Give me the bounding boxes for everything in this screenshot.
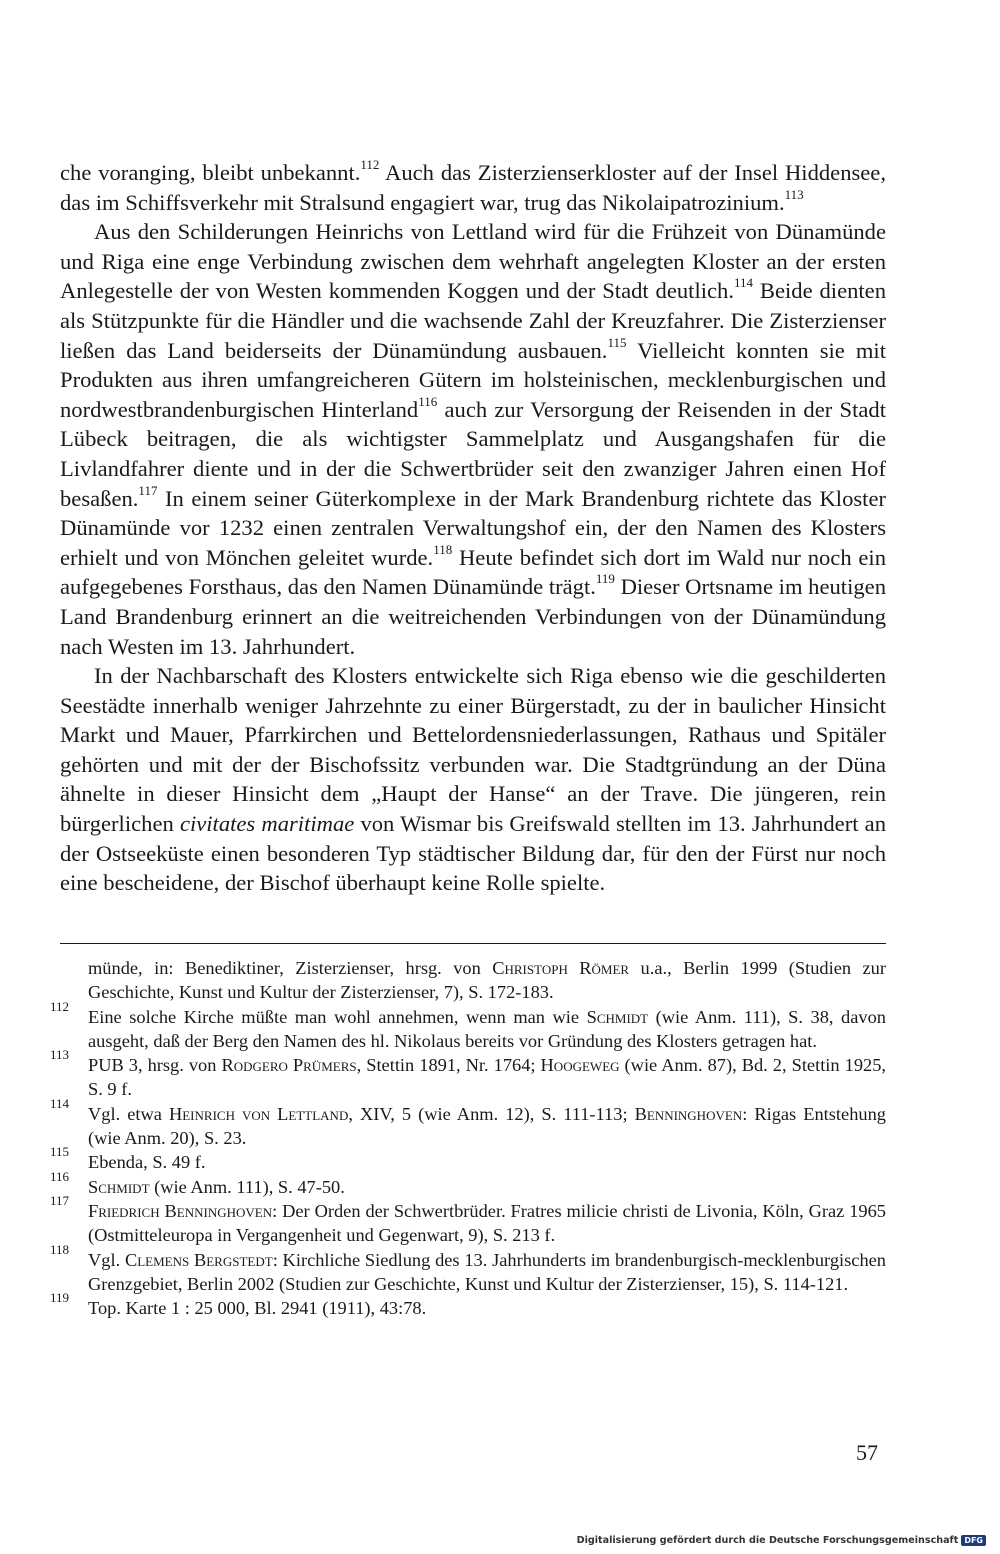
text-run: : Rigas Entstehung (wie Anm. 20), S. 23. xyxy=(88,1103,886,1149)
text-run: Eine solche Kirche müßte man wohl annehmen, wenn man wie xyxy=(88,1006,587,1027)
footnote-number: 117 xyxy=(50,1192,70,1208)
footnote-reference: 113 xyxy=(784,186,804,202)
dfg-logo-icon: DFG xyxy=(961,1535,986,1546)
author-name: Hoogeweg xyxy=(540,1055,620,1076)
footnote-number: 115 xyxy=(50,1144,70,1160)
digitization-notice: Digitalisierung gefördert durch die Deutsche Forschungsgemeinschaft xyxy=(576,1535,959,1546)
author-name: Rodgero Prümers xyxy=(221,1055,357,1076)
text-run: : Der Orden der Schwertbrüder. Fratres milicie christi de Livonia, Köln, Graz 1965 (Ostmitteleuropa in Vergangenheit und Gegenwart, 9), S. 213 f. xyxy=(88,1200,886,1246)
text-run: münde, in: Benediktiner, Zisterzienser, hrsg. von xyxy=(88,958,493,978)
footnote-reference: 118 xyxy=(433,541,453,557)
text-run: Dieser Ortsname im heutigen Land Brandenburg erinnert an die weitreichenden Verbindungen von der Dünamündung nach Westen im 13. Jahrhundert. xyxy=(60,574,886,659)
footnote-reference: 116 xyxy=(418,393,438,409)
text-run: von Wismar bis Greifswald stellten im 13. Jahrhundert an der Ostseeküste einen besonderen Typ städtischer Bildung dar, für den der Fürst nur noch eine bescheidene, der Bischof überhaupt keine Rolle spielte. xyxy=(60,811,887,896)
text-run: : Kirchliche Siedlung des 13. Jahrhunderts im brandenburgisch-mecklenburgischen Grenzgebiet, Berlin 2002 (Studien zur Geschichte, Kunst und Kultur der Zisterzienser, 15), S. 114-121. xyxy=(88,1249,886,1294)
text-run: In einem seiner Güterkomplexe in der Mark Brandenburg richtete das Kloster Dünamünde vor 1232 einen zentralen Verwaltungshof ein, der den Namen des Klosters erhielt und von Mönchen geleitet wurde. xyxy=(60,485,886,570)
text-run: Heute befindet sich dort im Wald nur noch ein aufgegebenes Forsthaus, das den Namen Dünamünde trägt. xyxy=(60,544,886,600)
body-paragraph xyxy=(60,661,886,898)
footnote xyxy=(50,1047,886,1102)
footnote-number: 119 xyxy=(50,1290,70,1306)
text-run: che voranging, bleibt unbekannt. xyxy=(60,160,361,185)
footnote xyxy=(50,998,886,1054)
page-number: 57 xyxy=(856,1440,878,1465)
footnote xyxy=(50,1241,886,1297)
text-run: (wie Anm. 111), S. 38, davon ausgeht, daß der Berg den Namen des hl. Nikolaus bereits vor Gründung des Klosters getragen hat. xyxy=(88,1006,886,1051)
author-name: Friedrich Benninghoven xyxy=(88,1200,273,1221)
footnote xyxy=(50,1168,886,1199)
author-name: Benninghoven xyxy=(634,1103,743,1124)
text-run: , Stettin 1891, Nr. 1764; xyxy=(356,1055,541,1076)
text-run: In der Nachbarschaft des Klosters entwickelte sich Riga ebenso wie die geschilderten Seestädte innerhalb weniger Jahrzehnte zu einer Bürgerstadt, zu der in baulicher Hinsicht Markt und Mauer, Pfarrkirchen und Bettelordensniederlassungen, Rathaus und Spitäler gehörten und mit der der Bischofssitz verbunden war. Die Stadtgründung an der Düna ähnelte in dieser Hinsicht dem „Haupt der Hanse“ an der Trave. Die jüngeren, rein bürgerlichen xyxy=(60,663,886,837)
footnote xyxy=(50,1144,886,1174)
author-name: Schmidt xyxy=(586,1006,649,1027)
footnote-reference: 119 xyxy=(595,571,615,587)
footnotes xyxy=(50,956,886,1320)
footnote xyxy=(60,956,886,1005)
italic-text: civitates maritimae xyxy=(179,811,355,837)
footnote-reference: 112 xyxy=(360,157,380,172)
text-run: Vielleicht konnten sie mit Produkten aus ihren umfangreicheren Gütern im holsteinischen, mecklenburgischen und nordwestbrandenburgischen Hinterland xyxy=(60,337,886,422)
text-run: Auch das Zisterzienserkloster auf der Insel Hiddensee, das im Schiffsverkehr mit Stralsund engagiert war, trug das Nikolaipatrozinium. xyxy=(60,160,886,215)
body-paragraph xyxy=(60,217,886,661)
digitization-footer xyxy=(577,1535,986,1546)
footnote-number: 114 xyxy=(50,1095,70,1111)
text-run: (wie Anm. 87), Bd. 2, Stettin 1925, S. 9 f. xyxy=(88,1055,886,1100)
text-run: auch zur Versorgung der Reisenden in der Stadt Lübeck beitragen, die als wichtigster Sammelplatz und Ausgangshafen für die Livlandfahrer diente und in der die Schwertbrüder seit den zwanziger Jahren einen Hof besaßen. xyxy=(60,396,886,511)
main-text xyxy=(60,158,886,898)
footnote xyxy=(50,1192,886,1248)
text-run: Top. Karte 1 : 25 000, Bl. 2941 (1911), 43:78. xyxy=(88,1298,427,1319)
author-name: Christoph Römer xyxy=(492,958,630,978)
footnote-number: 118 xyxy=(50,1241,70,1257)
text-run: Aus den Schilderungen Heinrichs von Lettland wird für die Frühzeit von Dünamünde und Riga eine enge Verbindung zwischen dem wehrhaft angelegten Kloster an der ersten Anlegestelle der von Westen kommenden Koggen und der Stadt deutlich. xyxy=(60,219,886,304)
footnote xyxy=(50,1290,886,1320)
footnote-divider xyxy=(60,943,886,944)
footnote-number: 113 xyxy=(50,1047,70,1063)
text-run: (wie Anm. 111), S. 47-50. xyxy=(149,1176,345,1197)
author-name: Schmidt xyxy=(88,1176,150,1197)
footnote-number: 116 xyxy=(50,1168,70,1184)
text-run: Ebenda, S. 49 f. xyxy=(88,1152,206,1173)
text-run: Vgl. xyxy=(88,1249,125,1270)
text-run: u.a., Berlin 1999 (Studien zur Geschichte, Kunst und Kultur der Zisterzienser, 7), S. 172-183. xyxy=(88,958,886,1003)
footnote xyxy=(50,1095,886,1151)
text-run: PUB 3, hrsg. von xyxy=(88,1055,222,1076)
text-run: Beide dienten als Stützpunkte für die Händler und die wachsende Zahl der Kreuzfahrer. Die Zisterzienser ließen das Land beiderseits der Dünamündung ausbauen. xyxy=(60,278,887,363)
text-run: Vgl. etwa xyxy=(88,1103,169,1124)
author-name: Heinrich von Lettland xyxy=(168,1103,349,1124)
footnote-reference: 117 xyxy=(138,482,158,498)
text-run: , XIV, 5 (wie Anm. 12), S. 111-113; xyxy=(348,1103,635,1124)
author-name: Clemens Bergstedt xyxy=(124,1249,273,1270)
footnote-number: 112 xyxy=(50,998,70,1014)
footnote-reference: 115 xyxy=(607,334,627,350)
footnote-reference: 114 xyxy=(734,275,754,291)
body-paragraph xyxy=(60,158,886,217)
